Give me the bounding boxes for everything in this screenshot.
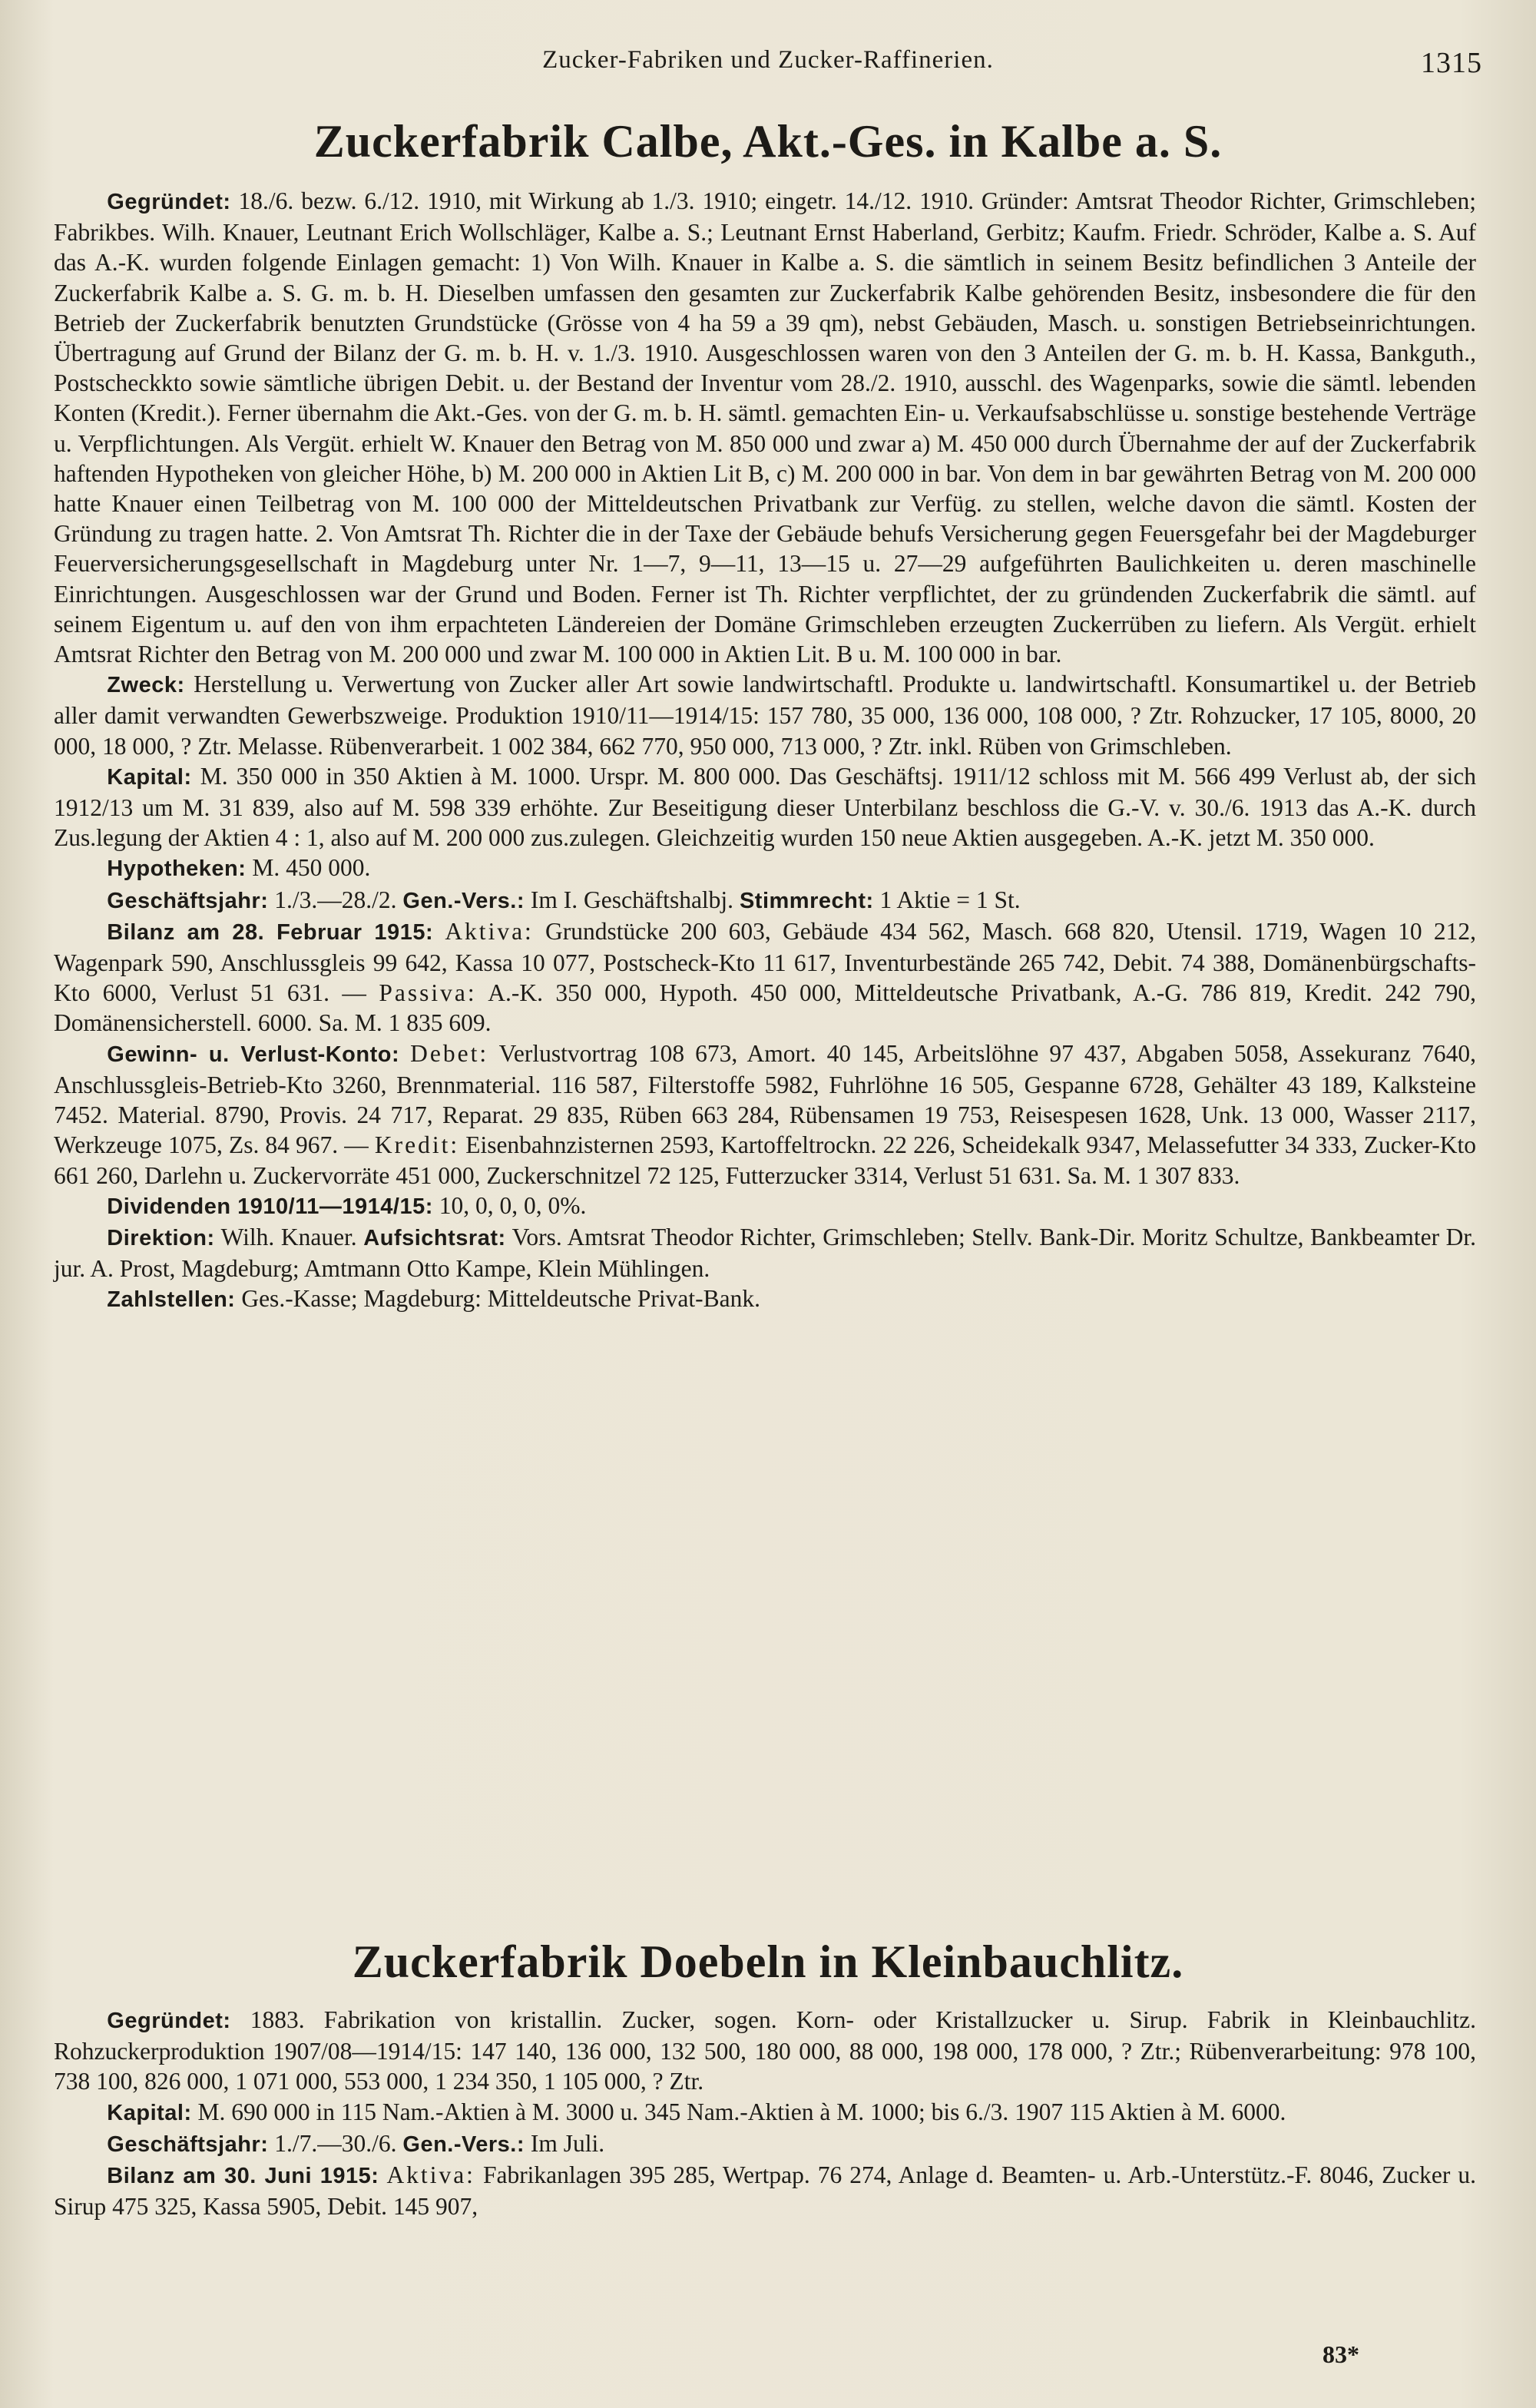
text-direktion: Wilh. Knauer.	[220, 1223, 357, 1250]
label-stimmrecht: Stimmrecht:	[739, 888, 874, 913]
text-gegruendet: 18./6. bezw. 6./12. 1910, mit Wirkung ab 1./3. 1910; eingetr. 14./12. 1910. Gründer: Amtsrat Theodor Richter, Grimschleben; Fabrikbes. Wilh. Knauer, Leutnant Erich Wollschläger, Kalbe a. S.; Leutnant Ernst Haberland, Gerbitz; Kaufm. Friedr. Schröder, Kalbe a. S. Auf das A.-K. wurden folgende Einlagen gemacht: 1) Von Wilh. Knauer in Kalbe a. S. die sämtlich in seinem Besitz befindlichen 3 Anteile der Zuckerfabrik Kalbe a. S. G. m. b. H. Dieselben umfassen den gesamten zur Zuckerfabrik Kalbe gehörenden Besitz, insbesondere die für den Betrieb der Zuckerfabrik benutzten Grundstücke (Grösse von 4 ha 59 a 39 qm), nebst Gebäuden, Masch. u. sonstigen Betriebseinrichtungen. Übertragung auf Grund der Bilanz der G. m. b. H. v. 1./3. 1910. Ausgeschlossen waren von den 3 Anteilen der G. m. b. H. Kassa, Bankguth., Postscheckkto sowie sämtliche übrigen Debit. u. der Bestand der Inventur vom 28./2. 1910, ausschl. des Wagenparks, sowie die sämtl. lebenden Konten (Kredit.). Ferner übernahm die Akt.-Ges. von der G. m. b. H. sämtl. gemachten Ein- u. Verkaufsabschlüsse u. sonstige bestehende Verträge u. Verpflichtungen. Als Vergüt. erhielt W. Knauer den Betrag von M. 850 000 und zwar a) M. 450 000 durch Übernahme der auf der Zuckerfabrik haftenden Hypotheken von gleicher Höhe, b) M. 200 000 in Aktien Lit B, c) M. 200 000 in bar. Von dem in bar gewährten Betrag von M. 200 000 hatte Knauer einen Teilbetrag von M. 100 000 der Mitteldeutschen Privatbank zur Verfüg. zu stellen, welche davon die sämtl. Kosten der Gründung zu tragen hatte. 2. Von Amtsrat Th. Richter die in der Taxe der Gebäude behufs Versicherung gegen Feuersgefahr bei der Magdeburger Feuerversicherungsgesellschaft in Magdeburg unter Nr. 1—7, 9—11, 13—15 u. 27—29 aufgeführten Baulichkeiten u. deren maschinelle Einrichtungen. Ausgeschlossen war der Grund und Boden. Ferner ist Th. Richter verpflichtet, der zu gründenden Zuckerfabrik die sämtl. auf seinem Eigentum u. auf den von ihm erpachteten Ländereien der Domäne Grimschleben erzeugten Zuckerrüben zu liefern. Als Vergüt. erhielt Amtsrat Richter den Betrag von M. 200 000 und zwar M. 100 000 in Aktien Lit. B u. M. 100 000 in bar.	[54, 187, 1476, 668]
running-head	[54, 43, 1482, 89]
label-gegruendet-doebeln: Gegründet:	[107, 2009, 231, 2033]
text-zweck: Herstellung u. Verwertung von Zucker aller Art sowie landwirtschaftl. Produkte u. landwirtschaftl. Konsumartikel u. der Betrieb aller damit verwandten Gewerbszweige. Produktion 1910/11—1914/15: 157 780, 35 000, 136 000, 108 000, ? Ztr. Rohzucker, 17 105, 8000, 20 000, 18 000, ? Ztr. Melasse. Rübenverarbeit. 1 002 384, 662 770, 950 000, 713 000, ? Ztr. inkl. Rüben von Grimschleben.	[54, 671, 1476, 760]
label-hypotheken: Hypotheken:	[107, 856, 247, 882]
label-gegruendet: Gegründet:	[107, 190, 231, 214]
paragraph-bilanz	[54, 916, 1476, 1038]
text-bilanz-aktiva: Grundstücke 200 603, Gebäude 434 562, Masch. 668 820, Utensil. 1719, Wagen 10 212, Wagenpark 590, Anschlussgleis 99 642, Kassa 10 077, Postscheck-Kto 11 617, Inventurbestände 265 742, Debit. 74 388, Domänenbürgschafts-Kto 6000, Verlust 51 631. —	[54, 917, 1476, 1007]
label-debet: Debet:	[410, 1039, 489, 1067]
label-kapital-doebeln: Kapital:	[107, 2100, 192, 2125]
text-hypotheken: M. 450 000.	[252, 854, 371, 882]
text-geschaeftsjahr: 1./3.—28./2.	[274, 886, 397, 913]
text-kapital-doebeln: M. 690 000 in 115 Nam.-Aktien à M. 3000 u. 345 Nam.-Aktien à M. 1000; bis 6./3. 1907 115 Aktien à M. 6000.	[197, 2098, 1286, 2125]
signature-mark: 83*	[1322, 2340, 1359, 2368]
text-gegruendet-doebeln: 1883. Fabrikation von kristallin. Zucker, sogen. Korn- oder Kristallzucker u. Sirup. Fabrik in Kleinbauchlitz. Rohzuckerproduktion 1907/08—1914/15: 147 140, 136 000, 132 500, 180 000, 88 000, 198 000, 178 000, ? Ztr.; Rübenverarbeitung: 978 100, 738 100, 826 000, 1 071 000, 553 000, 1 234 350, 1 105 000, ? Ztr.	[54, 2006, 1476, 2095]
text-stimmrecht: 1 Aktie = 1 St.	[879, 886, 1021, 913]
label-guv: Gewinn- u. Verlust-Konto:	[107, 1042, 400, 1067]
label-zahlstellen: Zahlstellen:	[107, 1287, 236, 1313]
text-kapital: M. 350 000 in 350 Aktien à M. 1000. Urspr. M. 800 000. Das Geschäftsj. 1911/12 schloss mit M. 566 499 Verlust ab, der sich 1912/13 um M. 31 839, also auf M. 598 339 erhöhte. Zur Beseitigung dieser Unterbilanz beschloss die G.-V. v. 30./6. 1913 das A.-K. durch Zus.legung der Aktien 4 : 1, also auf M. 200 000 zus.zulegen. Gleichzeitig wurden 150 neue Aktien ausgegeben. A.-K. jetzt M. 350 000.	[54, 762, 1476, 852]
label-direktion: Direktion:	[107, 1225, 215, 1250]
paragraph-gegruendet-doebeln	[54, 2005, 1476, 2097]
text-genvers: Im I. Geschäftshalbj.	[530, 886, 734, 913]
text-dividenden: 10, 0, 0, 0, 0%.	[439, 1191, 587, 1219]
label-bilanz: Bilanz am 28. Februar 1915:	[107, 919, 434, 945]
paragraph-kapital	[54, 761, 1476, 853]
text-guv-debet: Verlustvortrag 108 673, Amort. 40 145, Arbeitslöhne 97 437, Abgaben 5058, Assekuranz 7640, Anschlussgleis-Betrieb-Kto 3260, Brennmaterial. 116 587, Filterstoffe 5982, Fuhrlöhne 16 505, Gespanne 6728, Gehälter 43 189, Kalksteine 7452. Material. 8790, Provis. 24 717, Reparat. 29 835, Rüben 663 284, Rübensamen 19 753, Reisespesen 1628, Unk. 13 000, Wasser 2117, Werkzeuge 1075, Zs. 84 967. —	[54, 1039, 1477, 1159]
text-zahlstellen: Ges.-Kasse; Magdeburg: Mitteldeutsche Privat-Bank.	[241, 1285, 760, 1313]
paragraph-hypotheken	[54, 853, 1476, 884]
label-geschaeftsjahr: Geschäftsjahr:	[107, 888, 269, 913]
text-genvers-doebeln: Im Juli.	[530, 2129, 605, 2157]
text-bilanz-passiva: A.-K. 350 000, Hypoth. 450 000, Mitteldeutsche Privatbank, A.-G. 786 819, Kredit. 242 790, Domänensicherstell. 6000. Sa. M. 1 835 609.	[54, 979, 1477, 1037]
paragraph-geschaeftsjahr	[54, 885, 1476, 916]
paragraph-bilanz-doebeln	[54, 2160, 1476, 2221]
label-bilanz-doebeln: Bilanz am 30. Juni 1915:	[107, 2164, 379, 2189]
label-passiva: Passiva:	[379, 979, 477, 1007]
paragraph-gegruendet	[54, 186, 1476, 669]
text-aufsichtsrat: Vors. Amtsrat Theodor Richter, Grimschleben; Stellv. Bank-Dir. Moritz Schultze, Bankbeamter Dr. jur. A. Prost, Magdeburg; Amtmann Otto Kampe, Klein Mühlingen.	[54, 1223, 1477, 1283]
paragraph-dividenden	[54, 1191, 1476, 1222]
entry-doebeln	[54, 2005, 1476, 2221]
company-title-calbe: Zuckerfabrik Calbe, Akt.-Ges. in Kalbe a. S.	[313, 116, 1223, 167]
running-title: Zucker-Fabriken und Zucker-Raffinerien.	[542, 46, 994, 74]
paragraph-zweck	[54, 669, 1476, 761]
label-kapital: Kapital:	[107, 764, 192, 790]
label-aktiva-doebeln: Aktiva:	[386, 2161, 475, 2189]
company-title-doebeln: Zuckerfabrik Doebeln in Kleinbauchlitz.	[352, 1936, 1184, 1987]
page-number: 1315	[1421, 47, 1482, 79]
label-dividenden: Dividenden 1910/11—1914/15:	[107, 1194, 433, 1219]
paragraph-zahlstellen	[54, 1283, 1476, 1315]
label-aktiva: Aktiva:	[445, 917, 534, 945]
label-geschaeftsjahr-doebeln: Geschäftsjahr:	[107, 2131, 269, 2157]
label-kredit: Kredit:	[374, 1131, 460, 1159]
label-aufsichtsrat: Aufsichtsrat:	[363, 1225, 506, 1250]
entry-calbe	[54, 186, 1476, 1316]
paragraph-geschaeftsjahr-doebeln	[54, 2128, 1476, 2160]
paragraph-kapital-doebeln	[54, 2097, 1476, 2128]
text-geschaeftsjahr-doebeln: 1./7.—30./6.	[274, 2129, 397, 2157]
label-zweck: Zweck:	[107, 673, 185, 698]
label-genvers: Gen.-Vers.:	[402, 888, 525, 913]
paragraph-guv	[54, 1038, 1476, 1191]
text-guv-kredit: Eisenbahnzisternen 2593, Kartoffeltrockn. 22 226, Scheidekalk 9347, Melassefutter 34 333, Zucker-Kto 661 260, Darlehn u. Zuckervorräte 451 000, Zuckerschnitzel 72 125, Futterzucker 3314, Verlust 51 631. Sa. M. 1 307 833.	[54, 1131, 1477, 1189]
text-bilanz-aktiva-doebeln: Fabrikanlagen 395 285, Wertpap. 76 274, Anlage d. Beamten- u. Arb.-Unterstütz.-F. 8046, Zucker u. Sirup 475 325, Kassa 5905, Debit. 145 907,	[54, 2161, 1476, 2221]
paragraph-direktion	[54, 1222, 1476, 1283]
label-genvers-doebeln: Gen.-Vers.:	[402, 2131, 525, 2157]
